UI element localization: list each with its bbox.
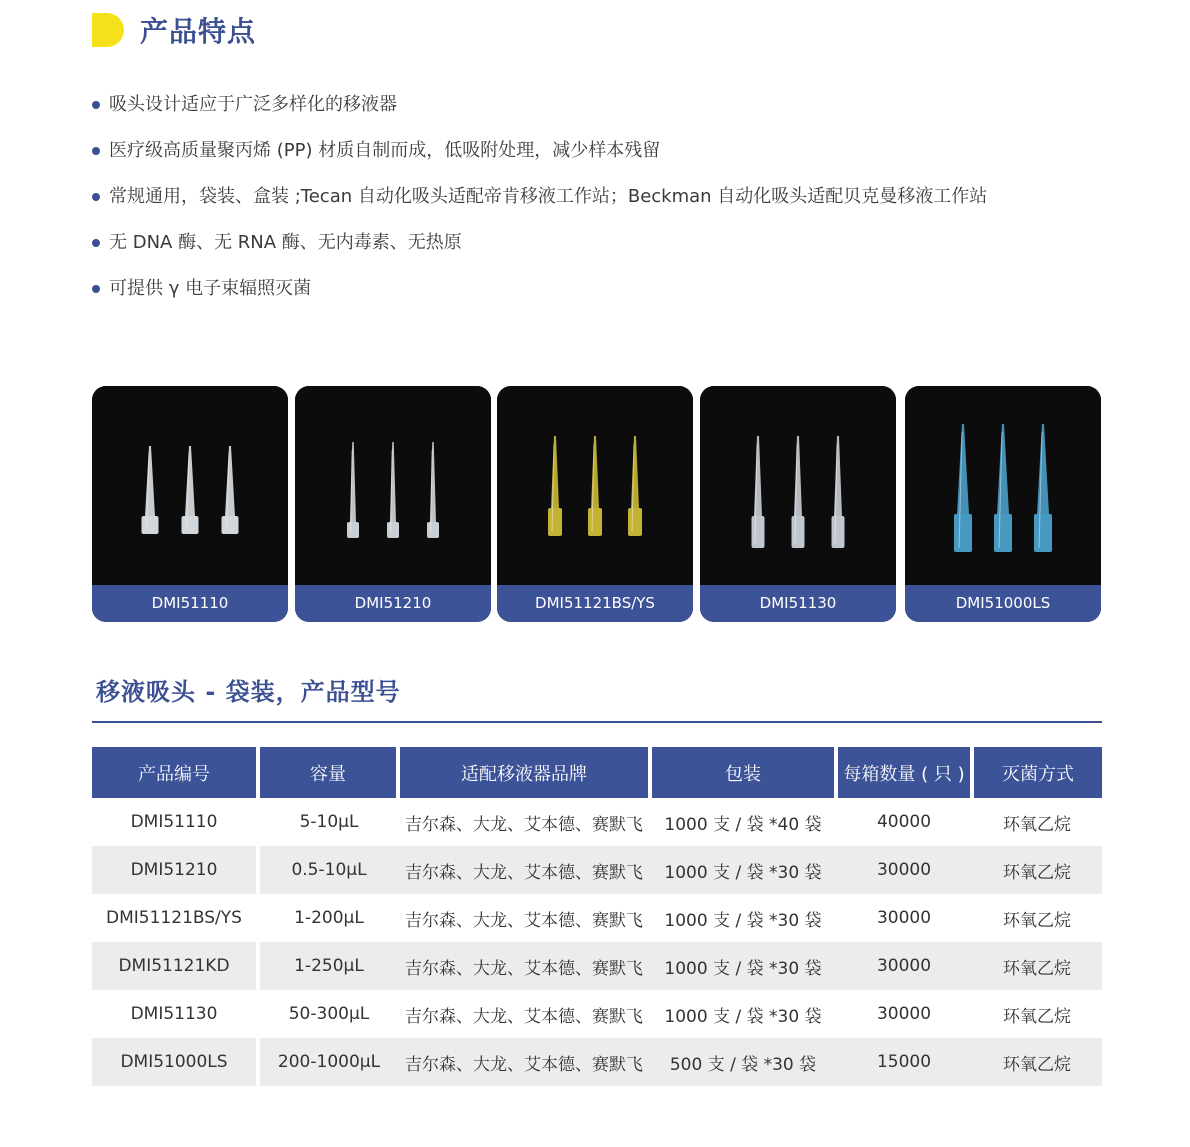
pipette-tip-body: [145, 446, 155, 516]
pipette-tip-collar: [347, 522, 359, 538]
cell-quantity: 30000: [876, 1004, 932, 1024]
cell-capacity: 5-10μL: [299, 812, 359, 832]
section-header: [92, 12, 256, 48]
feature-item: [92, 174, 987, 220]
section-title: 产品特点: [140, 15, 257, 48]
table-title: 移液吸头 - 袋装，产品型号: [96, 678, 401, 706]
product-code-caption: DMI51110: [92, 585, 288, 622]
cell-packaging: 1000 支 / 袋 *30 袋: [650, 942, 836, 990]
cell-code: DMI51210: [92, 846, 258, 894]
cell-code: DMI51000LS: [92, 1038, 258, 1086]
section-marker-icon: [92, 13, 124, 47]
pipette-tip-collar: [182, 516, 199, 534]
product-code-caption: DMI51121BS/YS: [497, 585, 693, 622]
product-card: [295, 386, 491, 622]
pipette-tip-collar: [954, 514, 972, 552]
cell-brands: 吉尔森、大龙、艾本德、赛默飞: [405, 910, 643, 931]
column-header: 每箱数量 ( 只 ): [836, 747, 972, 798]
pipette-tip-collar: [752, 516, 765, 548]
pipette-tip-body: [957, 424, 969, 514]
product-photo: [497, 386, 693, 585]
feature-list: [92, 82, 987, 312]
pipette-tip-collar: [548, 508, 562, 536]
product-photo: [92, 386, 288, 585]
feature-item: [92, 128, 987, 174]
feature-text: 可提供 γ 电子束辐照灭菌: [109, 278, 312, 299]
title-divider: [92, 721, 1102, 723]
pipette-tip-collar: [832, 516, 845, 548]
pipette-tips-illustration: [92, 386, 288, 585]
product-card: [497, 386, 693, 622]
cell-sterilization: 环氧乙烷: [972, 846, 1102, 894]
cell-quantity: 15000: [836, 1038, 972, 1086]
pipette-tip-collar: [142, 516, 159, 534]
cell-quantity: 30000: [836, 846, 972, 894]
pipette-tip-collar: [222, 516, 239, 534]
pipette-tip-collar: [387, 522, 399, 538]
pipette-tips-illustration: [905, 386, 1101, 585]
cell-capacity: 1-250μL: [258, 942, 398, 990]
column-header: 包装: [650, 747, 836, 798]
pipette-tip-body: [591, 436, 599, 508]
cell-quantity: 40000: [876, 812, 932, 832]
column-header: 容量: [258, 747, 398, 798]
feature-text: 常规通用，袋装、盒装 ;Tecan 自动化吸头适配帝肯移液工作站；Beckman 自动化吸头适配贝克曼移液工作站: [109, 186, 988, 207]
product-code-caption: DMI51000LS: [905, 585, 1101, 622]
product-photo: [700, 386, 896, 585]
pipette-tip-collar: [588, 508, 602, 536]
cell-packaging: 1000 支 / 袋 *30 袋: [650, 846, 836, 894]
table-row: [92, 1038, 1102, 1086]
cell-capacity: 50-300μL: [288, 1004, 370, 1024]
product-card: [905, 386, 1101, 622]
product-code-caption: DMI51130: [700, 585, 896, 622]
cell-brands: 吉尔森、大龙、艾本德、赛默飞: [405, 1006, 643, 1027]
bullet-icon: [92, 239, 100, 247]
cell-sterilization: 环氧乙烷: [972, 1038, 1102, 1086]
pipette-tip-body: [631, 436, 639, 508]
pipette-tip-body: [551, 436, 559, 508]
product-spec-table: [92, 747, 1102, 1086]
bullet-icon: [92, 285, 100, 293]
table-header-row: [92, 747, 1102, 798]
pipette-tips-illustration: [497, 386, 693, 585]
feature-item: [92, 266, 987, 312]
pipette-tip-body: [834, 436, 842, 516]
cell-packaging: 1000 支 / 袋 *30 袋: [664, 1006, 822, 1027]
cell-capacity: 200-1000μL: [258, 1038, 398, 1086]
bullet-icon: [92, 101, 100, 109]
table-row: [92, 990, 1102, 1038]
cell-quantity: 30000: [836, 942, 972, 990]
cell-sterilization: 环氧乙烷: [1003, 814, 1071, 835]
table-row: [92, 798, 1102, 846]
cell-packaging: 500 支 / 袋 *30 袋: [650, 1038, 836, 1086]
feature-text: 无 DNA 酶、无 RNA 酶、无内毒素、无热原: [109, 232, 462, 253]
cell-quantity: 30000: [876, 908, 932, 928]
cell-code: DMI51121KD: [92, 942, 258, 990]
cell-sterilization: 环氧乙烷: [972, 942, 1102, 990]
cell-brands: 吉尔森、大龙、艾本德、赛默飞: [398, 1038, 650, 1086]
cell-code: DMI51130: [92, 990, 258, 1038]
bullet-icon: [92, 193, 100, 201]
feature-item: [92, 82, 987, 128]
product-code-caption: DMI51210: [295, 585, 491, 622]
cell-brands: 吉尔森、大龙、艾本德、赛默飞: [405, 814, 643, 835]
pipette-tip-body: [997, 424, 1009, 514]
cell-capacity: 0.5-10μL: [258, 846, 398, 894]
cell-sterilization: 环氧乙烷: [1003, 1006, 1071, 1027]
cell-capacity: 1-200μL: [294, 908, 364, 928]
bullet-icon: [92, 147, 100, 155]
pipette-tip-body: [185, 446, 195, 516]
cell-brands: 吉尔森、大龙、艾本德、赛默飞: [398, 942, 650, 990]
pipette-tip-collar: [792, 516, 805, 548]
pipette-tip-collar: [994, 514, 1012, 552]
pipette-tip-body: [794, 436, 802, 516]
cell-packaging: 1000 支 / 袋 *40 袋: [664, 814, 822, 835]
feature-text: 吸头设计适应于广泛多样化的移液器: [109, 94, 397, 115]
product-photo: [905, 386, 1101, 585]
pipette-tip-collar: [427, 522, 439, 538]
feature-item: [92, 220, 987, 266]
table-row: [92, 846, 1102, 894]
column-header: 产品编号: [92, 747, 258, 798]
column-header: 适配移液器品牌: [398, 747, 650, 798]
table-row: [92, 942, 1102, 990]
pipette-tip-collar: [628, 508, 642, 536]
product-card: [700, 386, 896, 622]
pipette-tips-illustration: [700, 386, 896, 585]
product-card: [92, 386, 288, 622]
cell-code: DMI51110: [92, 798, 258, 846]
cell-packaging: 1000 支 / 袋 *30 袋: [664, 910, 822, 931]
product-photo: [295, 386, 491, 585]
pipette-tips-illustration: [295, 386, 491, 585]
pipette-tip-collar: [1034, 514, 1052, 552]
cell-brands: 吉尔森、大龙、艾本德、赛默飞: [398, 846, 650, 894]
column-header: 灭菌方式: [972, 747, 1102, 798]
pipette-tip-body: [1037, 424, 1049, 514]
table-row: [92, 894, 1102, 942]
cell-code: DMI51121BS/YS: [92, 894, 258, 942]
product-gallery: [92, 386, 1102, 624]
pipette-tip-body: [754, 436, 762, 516]
feature-text: 医疗级高质量聚丙烯 (PP) 材质自制而成，低吸附处理，减少样本残留: [109, 140, 661, 161]
cell-sterilization: 环氧乙烷: [1003, 910, 1071, 931]
pipette-tip-body: [225, 446, 235, 516]
